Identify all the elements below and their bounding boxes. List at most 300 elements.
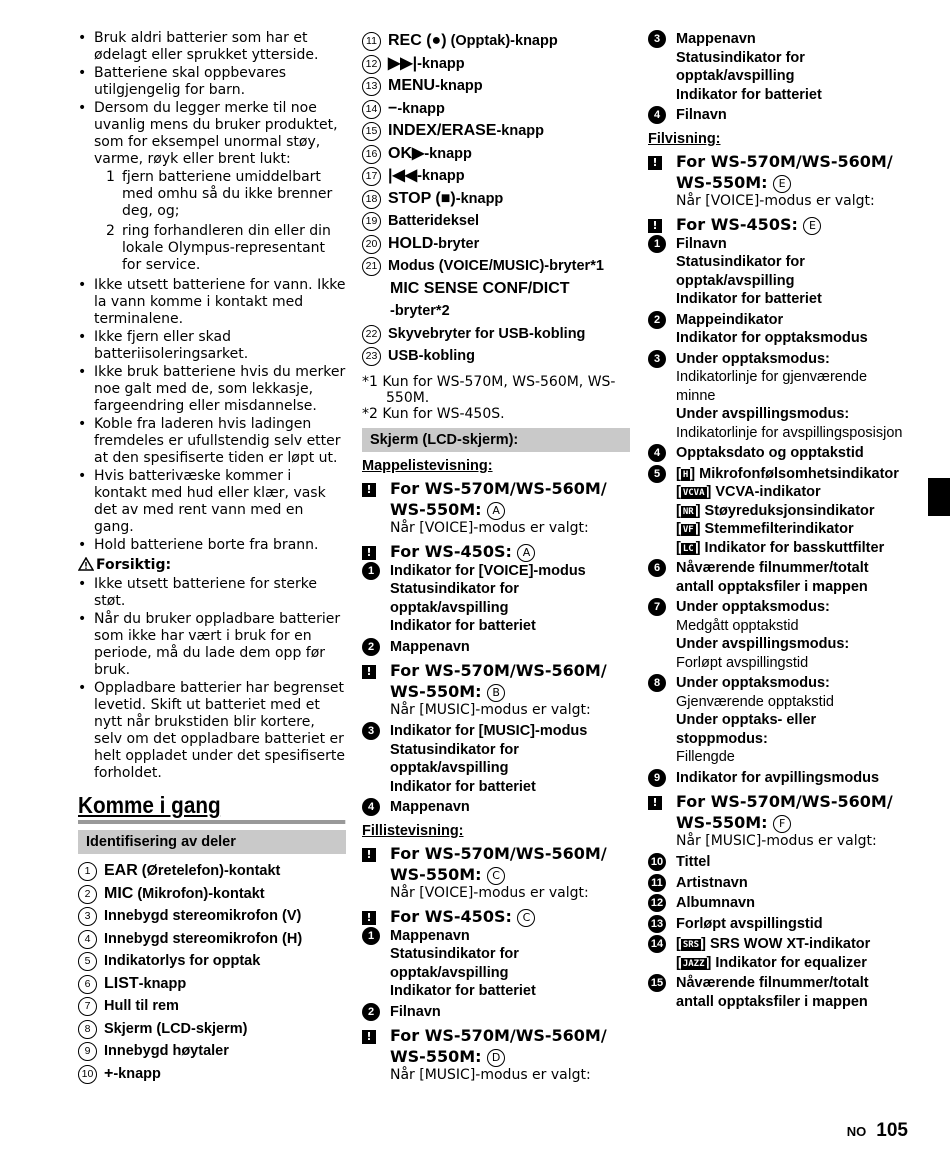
section-heading: Skjerm (LCD-skjerm): — [362, 428, 630, 452]
item-text — [676, 874, 748, 893]
item-number-badge: 15 — [648, 974, 666, 992]
bullet-list — [78, 277, 346, 554]
item-line — [676, 894, 755, 913]
part-number: 18 — [362, 190, 381, 209]
part-item — [362, 210, 630, 233]
item-number-badge: 11 — [648, 874, 666, 892]
line-text: Under avspillingsmodus: — [676, 636, 850, 652]
line-text: Indikator for opptaksmodus — [676, 330, 868, 346]
indicator-label: Mikrofonfølsomhetsindikator — [699, 465, 899, 482]
item-line: [ VF ] Stemmefilterindikator — [676, 521, 854, 537]
item-line: [ H ] Mikrofonfølsomhetsindikator — [676, 465, 899, 482]
part-control-name: REC (●) — [388, 32, 447, 49]
part-control-name: HOLD — [388, 234, 434, 252]
part-control-name: LIST — [104, 974, 139, 992]
indicator-label: SRS WOW XT-indikator — [709, 936, 871, 952]
part-number: 7 — [78, 997, 97, 1016]
part-label: -knapp — [424, 145, 472, 162]
item-line — [676, 654, 849, 673]
parts-list — [362, 30, 630, 368]
part-item — [362, 75, 630, 98]
item-number-badge: 2 — [362, 1003, 380, 1021]
model-heading: ! For WS-450S: E — [648, 214, 910, 235]
item-text — [390, 798, 470, 817]
numbered-sublist — [78, 169, 346, 274]
screen-item-list — [362, 562, 630, 657]
subsection-heading: Filvisning: — [648, 130, 721, 147]
screen-item — [648, 311, 910, 348]
bullet-list — [78, 30, 346, 168]
item-text — [390, 722, 630, 796]
line-text: Mappenavn — [390, 799, 470, 815]
item-text — [676, 559, 910, 596]
line-text: Opptaksdato og opptakstid — [676, 445, 864, 461]
line-text: Indikator for batteriet — [676, 86, 822, 103]
indicator-icon: H — [682, 469, 689, 480]
part-label: -bryter*2 — [390, 303, 450, 319]
screen-item — [648, 874, 910, 893]
item-number-badge: 5 — [648, 465, 666, 483]
part-item — [362, 120, 630, 143]
line-text: Indikator for batteriet — [390, 983, 536, 999]
item-line — [676, 235, 910, 254]
item-number: 1 — [106, 169, 115, 185]
part-number: 23 — [362, 347, 381, 366]
line-text: Filnavn — [676, 107, 727, 123]
item-line — [676, 350, 910, 369]
line-text: Statusindikator for opptak/avspilling — [390, 581, 519, 616]
caution-label: Forsiktig: — [96, 557, 172, 573]
screen-item — [648, 853, 910, 872]
footnote: *1 Kun for WS-570M, WS-560M, WS-550M. — [362, 373, 616, 406]
part-label: -knapp — [417, 168, 465, 184]
line-text: Nåværende filnummer/totalt antall opptaksfiler i mappen — [676, 975, 869, 1010]
item-line — [390, 638, 470, 657]
part-label: -knapp — [138, 975, 187, 992]
part-number: 22 — [362, 325, 381, 344]
part-item — [78, 995, 346, 1018]
item-line — [676, 769, 879, 788]
item-number-badge: 14 — [648, 935, 666, 953]
model-heading: ! For WS-570M/WS-560M/ WS-550M: D — [362, 1025, 630, 1067]
line-text: Under opptaksmodus: — [676, 350, 830, 367]
indicator-icon: NR — [682, 506, 694, 517]
item-text — [676, 769, 879, 788]
screen-item — [648, 559, 910, 596]
part-number: 14 — [362, 100, 381, 119]
item-text — [676, 935, 870, 972]
part-control-name: OK▶ — [388, 144, 425, 162]
column-3 — [648, 30, 910, 1013]
part-label: Batterideksel — [388, 213, 480, 229]
part-label: -knapp — [113, 1065, 161, 1082]
item-line — [676, 311, 868, 330]
bullet-item: • Oppladbare batterier har begrenset levetid. Skift ut batteriet med et nytt når brukstiden blir kortere, selv om det oppladbare batteriet er helt oppladet under det spesifiserte forholdet. — [78, 680, 346, 782]
important-icon: ! — [362, 911, 376, 925]
item-line — [390, 580, 630, 617]
indicator-label: Indikator for equalizer — [715, 954, 867, 971]
item-number-badge: 1 — [648, 235, 666, 253]
bullet-item: • Dersom du legger merke til noe uvanlig mens du bruker produktet, som for eksempel unormal støy, varme, røyk eller brent lukt: — [78, 100, 346, 168]
item-line — [390, 798, 470, 817]
important-icon: ! — [648, 156, 662, 170]
section-heading: Identifisering av deler — [78, 830, 346, 854]
item-line — [676, 598, 849, 617]
part-number: 20 — [362, 235, 381, 254]
part-item — [362, 300, 630, 323]
part-control-name: |◀◀ — [388, 167, 418, 184]
item-line — [676, 368, 910, 405]
part-number: 5 — [78, 952, 97, 971]
part-label: -knapp — [435, 78, 483, 94]
mode-note: Når [VOICE]-modus er valgt: — [676, 192, 875, 209]
item-text — [676, 106, 727, 125]
line-text: Statusindikator for opptak/avspilling — [390, 946, 519, 981]
bullet-item: • Batteriene skal oppbevares utilgjengelig for barn. — [78, 65, 346, 99]
item-line — [676, 674, 910, 693]
part-label: Innebygd stereomikrofon (H) — [104, 930, 303, 947]
part-label: Skyvebryter for USB-kobling — [388, 325, 586, 342]
line-text: Under opptaks- eller stoppmodus: — [676, 712, 817, 747]
item-line — [676, 329, 868, 348]
part-item — [362, 278, 630, 301]
item-text — [676, 444, 864, 463]
important-icon: ! — [362, 1030, 376, 1044]
item-text — [676, 974, 910, 1011]
chapter-heading: Komme i gang — [78, 792, 346, 824]
item-line — [676, 405, 910, 424]
important-icon: ! — [362, 665, 376, 679]
numbered-item — [78, 169, 346, 220]
screen-item-list — [648, 853, 910, 1011]
item-number-badge: 10 — [648, 853, 666, 871]
model-heading: ! For WS-450S: A — [362, 541, 630, 562]
item-line — [676, 86, 910, 105]
screen-item — [648, 598, 910, 672]
part-control-name: EAR — [104, 862, 138, 879]
line-text: Under opptaksmodus: — [676, 599, 830, 615]
item-line — [390, 945, 630, 982]
page-number: NO 105 — [846, 1120, 908, 1141]
item-number-badge: 1 — [362, 927, 380, 945]
part-number: 4 — [78, 930, 97, 949]
item-line — [676, 617, 849, 636]
line-text: Gjenværende opptakstid — [676, 693, 834, 710]
screen-item — [362, 927, 630, 1001]
item-line — [390, 741, 630, 778]
part-number: 15 — [362, 122, 381, 141]
screen-item — [648, 444, 910, 463]
part-number: 10 — [78, 1065, 97, 1084]
mode-note: Når [MUSIC]-modus er valgt: — [390, 702, 591, 718]
section-tab — [928, 478, 950, 516]
item-text — [676, 894, 755, 913]
screen-item — [648, 465, 910, 558]
item-line — [676, 711, 910, 748]
model-heading: ! For WS-570M/WS-560M/ WS-550M: F — [648, 791, 910, 833]
part-item — [78, 950, 346, 973]
model-heading: ! For WS-570M/WS-560M/ WS-550M: E — [648, 151, 910, 193]
important-icon: ! — [648, 219, 662, 233]
part-control-name: INDEX/ERASE — [388, 122, 497, 139]
line-text: Mappenavn — [676, 31, 756, 47]
bullet-item: • Ikke utsett batteriene for sterke støt. — [78, 576, 346, 610]
important-icon: ! — [362, 483, 376, 497]
part-control-name: MIC — [104, 884, 134, 902]
model-heading: ! For WS-570M/WS-560M/ WS-550M: B — [362, 660, 630, 702]
item-line — [676, 253, 910, 290]
mode-note: Når [MUSIC]-modus er valgt: — [676, 833, 877, 849]
part-item — [78, 1018, 346, 1041]
screen-item-list — [362, 927, 630, 1022]
screen-item — [362, 722, 630, 796]
line-text: Filnavn — [676, 235, 727, 252]
part-label: Modus (VOICE/MUSIC)-bryter*1 — [388, 258, 604, 274]
part-item — [78, 928, 346, 951]
part-number: 6 — [78, 975, 97, 994]
item-number-badge: 2 — [648, 311, 666, 329]
important-icon: ! — [362, 848, 376, 862]
part-label: (Mikrofon)-kontakt — [133, 885, 265, 902]
bullet-item: • Hvis batterivæske kommer i kontakt med hud eller klær, vask det av med rent vann med en gang. — [78, 468, 346, 536]
line-text: Under avspillingsmodus: — [676, 406, 850, 422]
item-line — [390, 722, 630, 741]
indicator-icon: JAZZ — [682, 958, 705, 969]
item-text — [676, 350, 910, 443]
model-heading: ! For WS-450S: C — [362, 906, 630, 927]
item-line — [390, 617, 630, 636]
item-text — [390, 562, 630, 636]
part-label: (Opptak)-knapp — [446, 33, 558, 49]
line-text: Indikator for [MUSIC]-modus — [390, 723, 588, 739]
part-label: -knapp — [397, 100, 445, 117]
screen-item-list — [362, 722, 630, 817]
indicator-label: Støyreduksjonsindikator — [704, 502, 875, 519]
screen-item-list — [648, 30, 910, 125]
line-text: Mappeindikator — [676, 311, 784, 328]
part-label: USB-kobling — [388, 348, 475, 364]
part-number: 8 — [78, 1020, 97, 1039]
part-control-name: ▶▶| — [388, 54, 418, 72]
item-line — [676, 30, 910, 49]
item-line — [390, 562, 630, 581]
part-control-name: MIC SENSE CONF/DICT — [390, 279, 570, 297]
item-text — [676, 311, 868, 348]
important-icon: ! — [362, 546, 376, 560]
line-text: Forløpt avspillingstid — [676, 654, 809, 671]
item-number-badge: 4 — [362, 798, 380, 816]
bullet-item: • Ikke bruk batteriene hvis du merker noe galt med de, som lekkasje, fargeendring eller misdannelse. — [78, 364, 346, 415]
item-line — [390, 982, 630, 1001]
numbered-item — [78, 223, 346, 274]
part-number: 11 — [362, 32, 381, 51]
item-number-badge: 9 — [648, 769, 666, 787]
line-text: Albumnavn — [676, 895, 755, 911]
warning-triangle-icon — [78, 557, 94, 571]
line-text: Medgått opptakstid — [676, 617, 799, 634]
item-text — [676, 853, 710, 872]
item-line: [ SRS ] SRS WOW XT-indikator — [676, 936, 871, 952]
screen-item — [648, 935, 910, 972]
item-line — [676, 290, 910, 309]
mode-note: Når [VOICE]-modus er valgt: — [390, 884, 589, 901]
screen-item — [362, 1003, 630, 1022]
part-item — [362, 30, 630, 53]
item-text — [390, 638, 470, 657]
item-line — [676, 874, 748, 893]
line-text: Indikatorlinje for gjenværende minne — [676, 369, 868, 404]
bullet-item: • Hold batteriene borte fra brann. — [78, 537, 346, 554]
bullet-item: • Koble fra laderen hvis ladingen fremdeles er ufullstendig selv etter at den spesifiserte tiden er løpt ut. — [78, 416, 346, 467]
line-text: Forløpt avspillingstid — [676, 915, 823, 932]
item-line — [676, 444, 864, 463]
item-text: fjern batteriene umiddelbart med omhu så du ikke brenner deg, og; — [122, 169, 333, 219]
column-2 — [362, 30, 630, 1087]
screen-item — [648, 106, 910, 125]
item-number-badge: 12 — [648, 894, 666, 912]
line-text: Statusindikator for opptak/avspilling — [676, 254, 805, 289]
line-text: Statusindikator for opptak/avspilling — [676, 49, 805, 84]
part-item — [362, 233, 630, 256]
bullet-list — [78, 576, 346, 782]
item-line — [676, 915, 823, 934]
part-number: 12 — [362, 55, 381, 74]
bullet-item: • Ikke utsett batteriene for vann. Ikke la vann komme i kontakt med terminalene. — [78, 277, 346, 328]
part-number: 16 — [362, 145, 381, 164]
parts-list — [78, 860, 346, 1085]
part-number: 21 — [362, 257, 381, 276]
item-line — [676, 559, 910, 596]
part-item — [362, 143, 630, 166]
part-item — [78, 973, 346, 996]
item-number-badge: 1 — [362, 562, 380, 580]
part-label: -knapp — [496, 123, 544, 139]
item-line: [ VCVA ] VCVA-indikator — [676, 484, 821, 500]
part-label: -bryter — [433, 235, 480, 252]
item-text — [676, 674, 910, 767]
item-number: 2 — [106, 223, 115, 239]
mode-note: Når [MUSIC]-modus er valgt: — [390, 1067, 591, 1083]
item-text: ring forhandleren din eller din lokale Olympus-representant for service. — [122, 223, 331, 273]
item-line — [390, 1003, 441, 1022]
line-text: Fillengde — [676, 749, 735, 765]
line-text: Indikator for batteriet — [390, 778, 536, 795]
screen-item — [648, 235, 910, 309]
item-text — [676, 598, 849, 672]
part-label: Hull til rem — [104, 998, 179, 1014]
item-line — [676, 424, 910, 443]
bullet-item: • Bruk aldri batterier som har et ødelagt eller sprukket ytterside. — [78, 30, 346, 64]
item-line — [676, 853, 710, 872]
part-control-name: STOP (■) — [388, 189, 456, 207]
item-text — [390, 1003, 441, 1022]
item-line — [676, 635, 849, 654]
line-text: Mappenavn — [390, 638, 470, 655]
part-item — [362, 345, 630, 368]
subsection-heading: Fillistevisning: — [362, 822, 464, 839]
part-item — [78, 883, 346, 906]
part-number: 2 — [78, 885, 97, 904]
item-text — [676, 235, 910, 309]
item-text — [390, 927, 630, 1001]
indicator-label: Indikator for basskuttfilter — [704, 539, 885, 556]
part-item — [78, 1040, 346, 1063]
screen-item — [648, 974, 910, 1011]
line-text: Artistnavn — [676, 874, 748, 891]
screen-item — [648, 769, 910, 788]
screen-item — [362, 638, 630, 657]
item-line: [ LC ] Indikator for basskuttfilter — [676, 539, 885, 556]
indicator-label: VCVA-indikator — [715, 484, 821, 500]
footnote: *2 Kun for WS-450S. — [362, 405, 505, 422]
part-item — [362, 165, 630, 188]
item-line: [ JAZZ ] Indikator for equalizer — [676, 954, 867, 971]
item-line — [676, 974, 910, 1011]
part-label: Skjerm (LCD-skjerm) — [104, 1020, 248, 1037]
item-line: [ NR ] Støyreduksjonsindikator — [676, 502, 875, 519]
part-number: 9 — [78, 1042, 97, 1061]
part-label: Innebygd høytaler — [104, 1043, 229, 1059]
line-text: Mappenavn — [390, 927, 470, 944]
item-text — [676, 465, 899, 558]
line-text: Filnavn — [390, 1003, 441, 1020]
item-number-badge: 4 — [648, 106, 666, 124]
item-number-badge: 13 — [648, 915, 666, 933]
screen-item — [648, 30, 910, 104]
line-text: Indikator for batteriet — [676, 291, 822, 307]
item-line — [676, 106, 727, 125]
column-1 — [78, 30, 346, 1085]
item-line — [676, 748, 910, 767]
bullet-item: • Når du bruker oppladbare batterier som ikke har vært i bruk for en periode, må du lade dem opp før bruk. — [78, 611, 346, 679]
part-item — [78, 1063, 346, 1086]
part-label: -knapp — [455, 190, 504, 207]
part-item — [362, 98, 630, 121]
line-text: Tittel — [676, 854, 711, 870]
item-number-badge: 7 — [648, 598, 666, 616]
part-label: Indikatorlys for opptak — [104, 953, 261, 969]
part-number: 13 — [362, 77, 381, 96]
part-item — [78, 860, 346, 883]
line-text: Indikator for [VOICE]-modus — [390, 562, 586, 579]
part-control-name: − — [388, 99, 398, 117]
part-number: 19 — [362, 212, 381, 231]
item-line — [390, 778, 630, 797]
line-text: Indikator for avpillingsmodus — [676, 769, 880, 786]
mode-note: Når [VOICE]-modus er valgt: — [390, 519, 589, 536]
item-number-badge: 3 — [362, 722, 380, 740]
part-number: 1 — [78, 862, 97, 881]
indicator-icon: LC — [682, 543, 694, 554]
line-text: Under opptaksmodus: — [676, 675, 830, 691]
part-number: 17 — [362, 167, 381, 186]
part-item — [362, 255, 630, 278]
line-text: Statusindikator for opptak/avspilling — [390, 741, 519, 776]
screen-item — [648, 915, 910, 934]
part-number: 3 — [78, 907, 97, 926]
indicator-icon: VF — [682, 525, 694, 535]
item-text — [676, 915, 823, 934]
item-line — [676, 693, 910, 712]
part-control-name: + — [104, 1064, 114, 1082]
item-number-badge: 3 — [648, 350, 666, 368]
part-control-name: MENU — [388, 77, 436, 94]
part-label: (Øretelefon)-kontakt — [137, 863, 281, 879]
item-number-badge: 2 — [362, 638, 380, 656]
item-number-badge: 8 — [648, 674, 666, 692]
indicator-icon: SRS — [682, 940, 700, 950]
model-heading: ! For WS-570M/WS-560M/ WS-550M: A — [362, 478, 630, 520]
